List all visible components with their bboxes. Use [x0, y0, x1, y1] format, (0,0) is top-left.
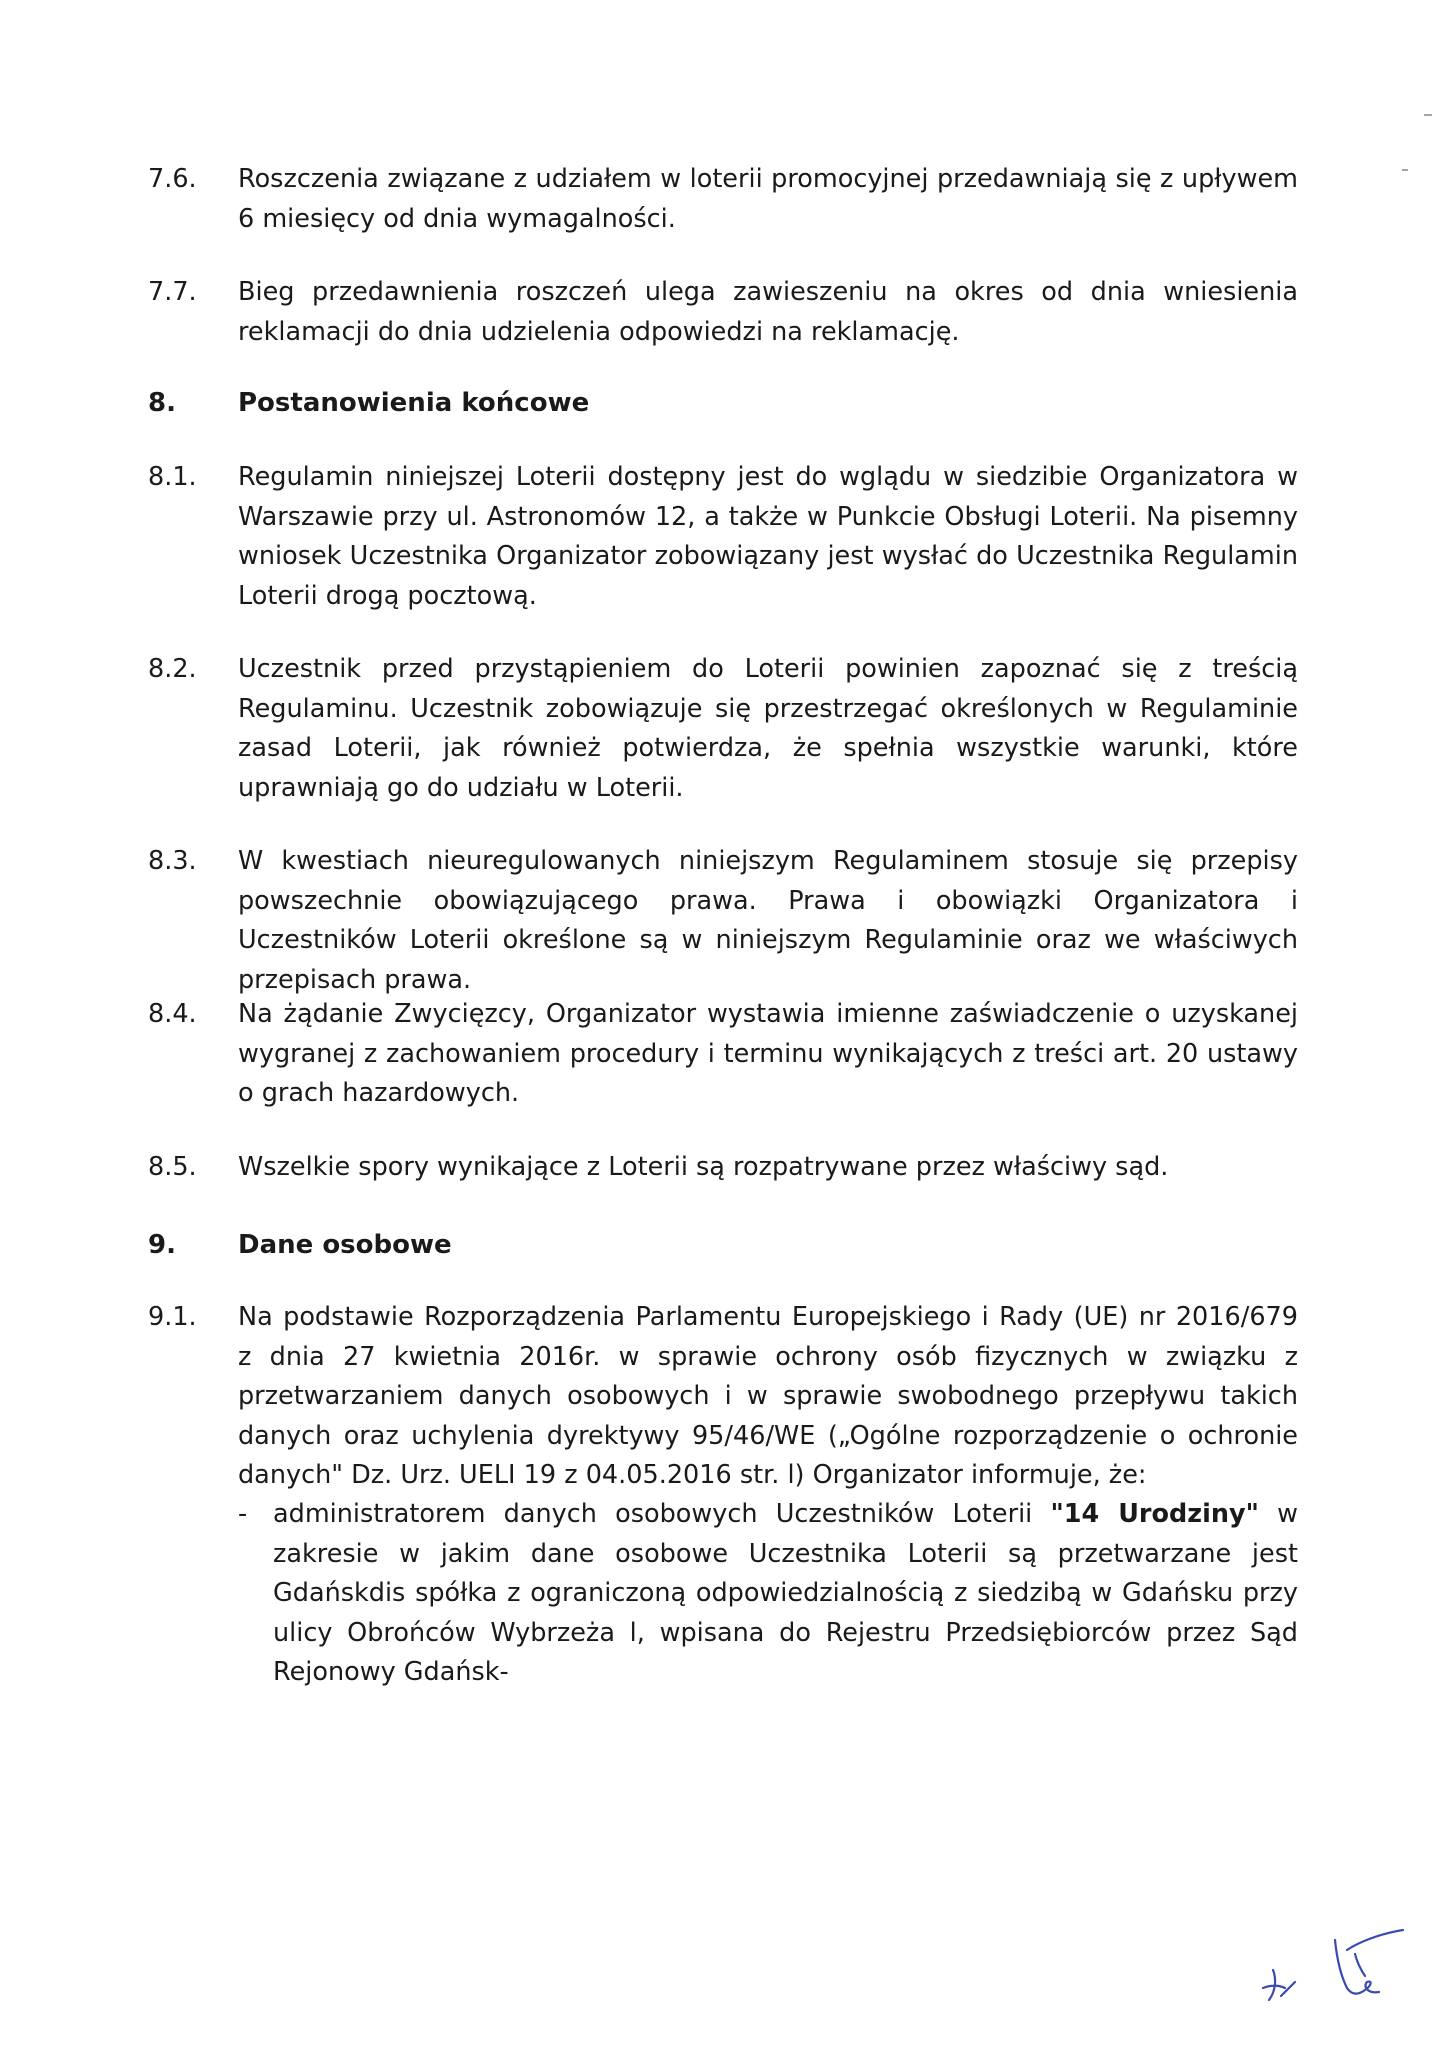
section-heading-8 — [148, 388, 589, 418]
bullet-item-administrator — [238, 1495, 1298, 1693]
section-heading-9 — [148, 1230, 452, 1260]
heading-number: 9. — [148, 1230, 176, 1260]
paragraph-8-2 — [148, 650, 1298, 808]
bullet-dash: - — [238, 1499, 248, 1529]
paragraph-9-1 — [148, 1298, 1298, 1496]
paragraph-8-4 — [148, 995, 1298, 1114]
paragraph-7-7 — [148, 273, 1298, 352]
paragraph-text: Na żądanie Zwycięzcy, Organizator wystawia imienne zaświadczenie o uzyskanej wygranej z zachowaniem procedury i terminu wynikających z treści art. 20 ustawy o grach hazardowych. — [238, 999, 1298, 1108]
paragraph-number: 7.7. — [148, 277, 197, 307]
paragraph-8-1 — [148, 458, 1298, 616]
bullet-text — [273, 1495, 1298, 1693]
bullet-text-after: w zakresie w jakim dane osobowe Uczestnika Loterii są przetwarzane jest Gdańskdis spółka z ograniczoną odpowiedzialnością z siedzibą w Gdańsku przy ulicy Obrońców Wybrzeża l, wpisana do Rejestru Przedsiębiorców przez Sąd Rejonowy Gdańsk- — [273, 1499, 1298, 1687]
paragraph-8-3 — [148, 842, 1298, 1000]
scan-mark — [1398, 165, 1418, 175]
paragraph-number: 8.3. — [148, 846, 197, 876]
paragraph-text: Na podstawie Rozporządzenia Parlamentu Europejskiego i Rady (UE) nr 2016/679 z dnia 27 kwietnia 2016r. w sprawie ochrony osób fizycznych w związku z przetwarzaniem danych osobowych i w sprawie swobodnego przepływu takich danych oraz uchylenia dyrektywy 95/46/WE („Ogólne rozporządzenie o ochronie danych" Dz. Urz. UELI 19 z 04.05.2016 str. l) Organizator informuje, że: — [238, 1302, 1298, 1490]
paragraph-text: Bieg przedawnienia roszczeń ulega zawieszeniu na okres od dnia wniesienia reklamacji do dnia udzielenia odpowiedzi na reklamację. — [238, 277, 1298, 347]
paragraph-text: W kwestiach nieuregulowanych niniejszym Regulaminem stosuje się przepisy powszechnie obowiązującego prawa. Prawa i obowiązki Organizatora i Uczestników Loterii określone są w niniejszym Regulaminie oraz we właściwych przepisach prawa. — [238, 846, 1298, 995]
paragraph-7-6 — [148, 160, 1298, 239]
paragraph-number: 8.1. — [148, 462, 197, 492]
paragraph-text: Roszczenia związane z udziałem w loterii promocyjnej przedawniają się z upływem 6 miesięcy od dnia wymagalności. — [238, 164, 1298, 234]
paragraph-text: Wszelkie spory wynikające z Loterii są rozpatrywane przez właściwy sąd. — [238, 1152, 1169, 1182]
paragraph-number: 9.1. — [148, 1302, 197, 1332]
paragraph-text: Regulamin niniejszej Loterii dostępny jest do wglądu w siedzibie Organizatora w Warszawie przy ul. Astronomów 12, a także w Punkcie Obsługi Loterii. Na pisemny wniosek Uczestnika Organizator zobowiązany jest wysłać do Uczestnika Regulamin Loterii drogą pocztową. — [238, 462, 1298, 611]
heading-number: 8. — [148, 388, 176, 418]
heading-title: Dane osobowe — [238, 1230, 452, 1260]
scan-mark — [1420, 110, 1440, 120]
bullet-text-before: administratorem danych osobowych Uczestników Loterii — [273, 1499, 1051, 1529]
lottery-name: "14 Urodziny" — [1050, 1499, 1259, 1529]
paragraph-text: Uczestnik przed przystąpieniem do Loterii powinien zapoznać się z treścią Regulaminu. Uczestnik zobowiązuje się przestrzegać określonych w Regulaminie zasad Loterii, jak również potwierdza, że spełnia wszystkie warunki, które uprawniają go do udziału w Loterii. — [238, 654, 1298, 803]
paragraph-number: 7.6. — [148, 164, 197, 194]
paragraph-number: 8.2. — [148, 654, 197, 684]
paragraph-number: 8.4. — [148, 999, 197, 1029]
paragraph-number: 8.5. — [148, 1152, 197, 1182]
heading-title: Postanowienia końcowe — [238, 388, 590, 418]
handwritten-signature — [1255, 1920, 1415, 2015]
paragraph-8-5 — [148, 1148, 1298, 1188]
